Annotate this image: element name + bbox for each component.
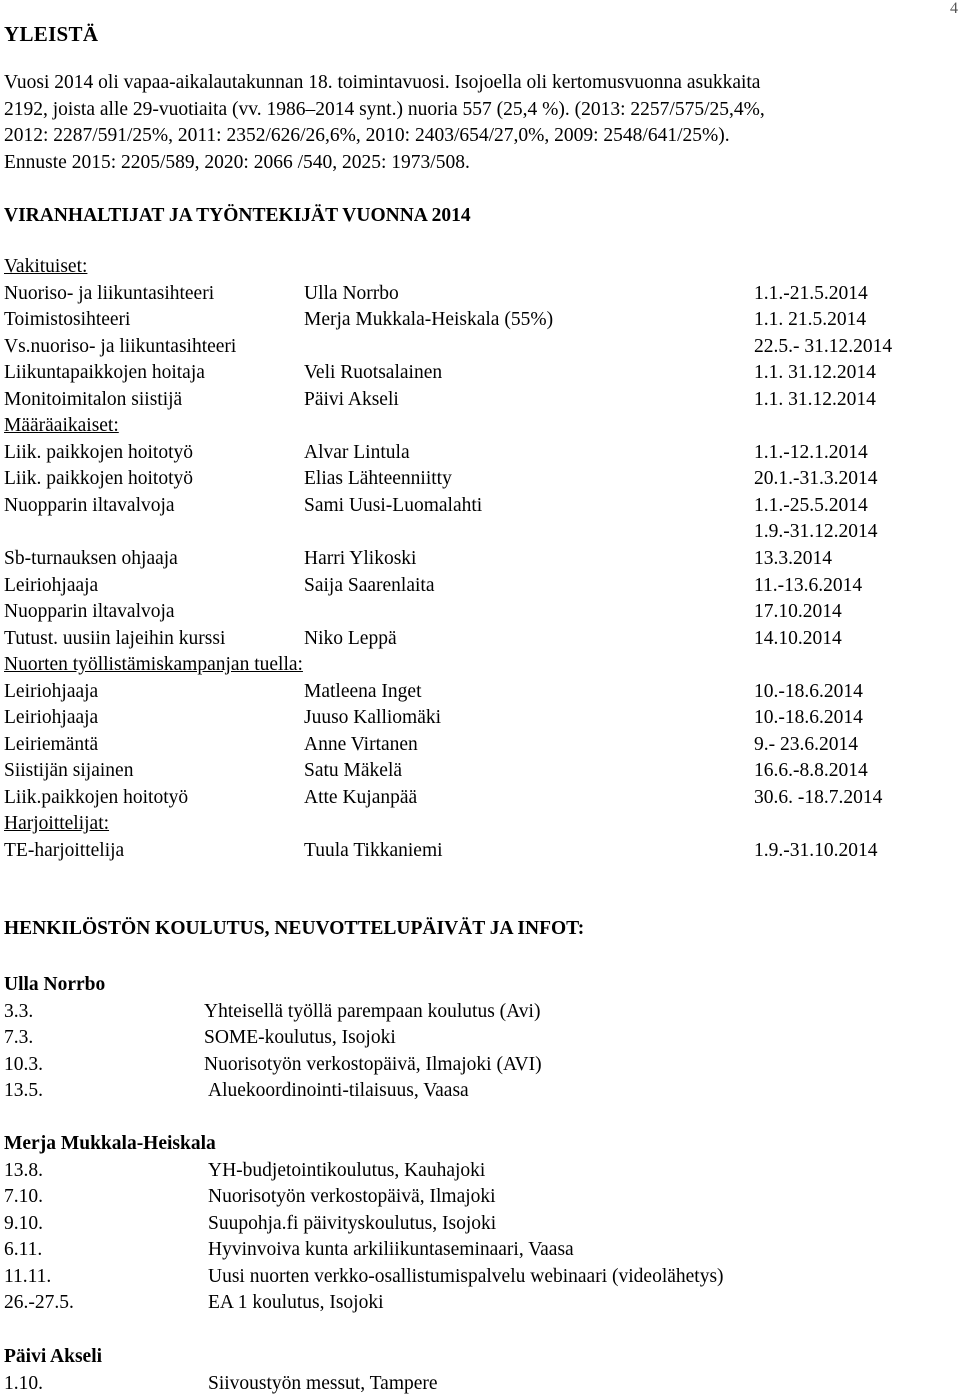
staff-name: Tuula Tikkaniemi	[304, 838, 443, 865]
table-row	[0, 519, 960, 546]
staff-name: Ulla Norrbo	[304, 281, 399, 308]
staff-date: 1.9.-31.10.2014	[754, 838, 878, 865]
staff-role: Harjoittelijat:	[4, 811, 109, 838]
list-item	[0, 1237, 960, 1264]
intro-line: Vuosi 2014 oli vapaa-aikalautakunnan 18. toimintavuosi. Isojoella oli kertomusvuonna asukkaita	[4, 70, 904, 97]
training-person-name: Ulla Norrbo	[4, 972, 105, 999]
table-row	[0, 387, 960, 414]
staff-role: Määräaikaiset:	[4, 413, 119, 440]
event-text: EA 1 koulutus, Isojoki	[208, 1290, 384, 1317]
staff-name: Saija Saarenlaita	[304, 573, 434, 600]
staff-date: 20.1.-31.3.2014	[754, 466, 878, 493]
staff-date: 17.10.2014	[754, 599, 842, 626]
staff-date: 10.-18.6.2014	[754, 705, 863, 732]
training-person-name: Päivi Akseli	[4, 1344, 102, 1371]
staff-subheading	[0, 254, 960, 281]
staff-role: Leiriohjaaja	[4, 573, 98, 600]
staff-heading: VIRANHALTIJAT JA TYÖNTEKIJÄT VUONNA 2014	[4, 205, 471, 227]
table-row	[0, 679, 960, 706]
staff-name: Atte Kujanpää	[304, 785, 417, 812]
event-date: 13.8.	[4, 1158, 43, 1185]
staff-role: Vakituiset:	[4, 254, 87, 281]
staff-role: TE-harjoittelija	[4, 838, 124, 865]
staff-date: 1.1. 31.12.2014	[754, 360, 876, 387]
event-text: Aluekoordinointi-tilaisuus, Vaasa	[208, 1078, 469, 1105]
table-row	[0, 281, 960, 308]
list-item	[0, 1184, 960, 1211]
staff-date: 14.10.2014	[754, 626, 842, 653]
staff-role: Nuopparin iltavalvoja	[4, 599, 175, 626]
event-date: 10.3.	[4, 1052, 43, 1079]
staff-role: Leiriemäntä	[4, 732, 98, 759]
event-text: Nuorisotyön verkostopäivä, Ilmajoki (AVI)	[204, 1052, 542, 1079]
list-item	[0, 1290, 960, 1317]
staff-date: 1.1. 21.5.2014	[754, 307, 866, 334]
event-text: Suupohja.fi päivityskoulutus, Isojoki	[208, 1211, 496, 1238]
list-item	[0, 1025, 960, 1052]
table-row	[0, 307, 960, 334]
table-row	[0, 334, 960, 361]
staff-date: 13.3.2014	[754, 546, 832, 573]
list-item	[0, 1158, 960, 1185]
staff-role: Liik. paikkojen hoitotyö	[4, 440, 193, 467]
staff-date: 30.6. -18.7.2014	[754, 785, 882, 812]
table-row	[0, 466, 960, 493]
staff-subheading	[0, 413, 960, 440]
table-row	[0, 758, 960, 785]
staff-role: Liikuntapaikkojen hoitaja	[4, 360, 205, 387]
staff-name: Merja Mukkala-Heiskala (55%)	[304, 307, 553, 334]
table-row	[0, 440, 960, 467]
table-row	[0, 546, 960, 573]
page-number: 4	[950, 0, 958, 18]
list-item	[0, 1264, 960, 1291]
staff-name: Harri Ylikoski	[304, 546, 416, 573]
staff-name: Elias Lähteenniitty	[304, 466, 452, 493]
event-date: 3.3.	[4, 999, 33, 1026]
staff-subheading	[0, 652, 960, 679]
intro-paragraph	[4, 70, 904, 176]
staff-date: 10.-18.6.2014	[754, 679, 863, 706]
staff-date: 11.-13.6.2014	[754, 573, 862, 600]
staff-date: 22.5.- 31.12.2014	[754, 334, 892, 361]
table-row	[0, 732, 960, 759]
training-heading: HENKILÖSTÖN KOULUTUS, NEUVOTTELUPÄIVÄT JA INFOT:	[4, 918, 584, 940]
event-text: Uusi nuorten verkko-osallistumispalvelu webinaari (videolähetys)	[208, 1264, 724, 1291]
staff-role: Monitoimitalon siistijä	[4, 387, 182, 414]
staff-role: Tutust. uusiin lajeihin kurssi	[4, 626, 225, 653]
staff-name: Niko Leppä	[304, 626, 397, 653]
staff-role: Nuoriso- ja liikuntasihteeri	[4, 281, 214, 308]
staff-role: Liik.paikkojen hoitotyö	[4, 785, 188, 812]
staff-date: 16.6.-8.8.2014	[754, 758, 868, 785]
table-row	[0, 838, 960, 865]
table-row	[0, 626, 960, 653]
staff-name: Satu Mäkelä	[304, 758, 402, 785]
training-person-name: Merja Mukkala-Heiskala	[4, 1131, 216, 1158]
event-date: 9.10.	[4, 1211, 43, 1238]
event-text: Siivoustyön messut, Tampere	[208, 1371, 438, 1397]
staff-role: Leiriohjaaja	[4, 679, 98, 706]
event-date: 11.11.	[4, 1264, 51, 1291]
staff-date: 9.- 23.6.2014	[754, 732, 858, 759]
event-text: Hyvinvoiva kunta arkiliikuntaseminaari, Vaasa	[208, 1237, 574, 1264]
list-item	[0, 1371, 960, 1397]
staff-role: Vs.nuoriso- ja liikuntasihteeri	[4, 334, 236, 361]
intro-line: 2012: 2287/591/25%, 2011: 2352/626/26,6%, 2010: 2403/654/27,0%, 2009: 2548/641/25%).	[4, 123, 904, 150]
staff-name: Sami Uusi-Luomalahti	[304, 493, 482, 520]
intro-line: Ennuste 2015: 2205/589, 2020: 2066 /540, 2025: 1973/508.	[4, 150, 904, 177]
table-row	[0, 599, 960, 626]
intro-line: 2192, joista alle 29-vuotiaita (vv. 1986–2014 synt.) nuoria 557 (25,4 %). (2013: 2257/575/25,4%,	[4, 97, 904, 124]
staff-name: Anne Virtanen	[304, 732, 418, 759]
event-date: 7.3.	[4, 1025, 33, 1052]
event-text: YH-budjetointikoulutus, Kauhajoki	[208, 1158, 485, 1185]
staff-role: Liik. paikkojen hoitotyö	[4, 466, 193, 493]
list-item	[0, 1078, 960, 1105]
table-row	[0, 360, 960, 387]
staff-role: Sb-turnauksen ohjaaja	[4, 546, 178, 573]
table-row	[0, 785, 960, 812]
staff-name: Matleena Inget	[304, 679, 422, 706]
staff-date: 1.1.-25.5.2014	[754, 493, 868, 520]
staff-subheading	[0, 811, 960, 838]
staff-name: Juuso Kalliomäki	[304, 705, 441, 732]
staff-role: Nuopparin iltavalvoja	[4, 493, 175, 520]
staff-role: Leiriohjaaja	[4, 705, 98, 732]
table-row	[0, 493, 960, 520]
staff-date: 1.1.-21.5.2014	[754, 281, 868, 308]
event-text: SOME-koulutus, Isojoki	[204, 1025, 396, 1052]
table-row	[0, 573, 960, 600]
staff-role: Nuorten työllistämiskampanjan tuella:	[4, 652, 303, 679]
event-date: 26.-27.5.	[4, 1290, 74, 1317]
event-text: Yhteisellä työllä parempaan koulutus (Avi)	[204, 999, 540, 1026]
staff-name: Veli Ruotsalainen	[304, 360, 442, 387]
event-text: Nuorisotyön verkostopäivä, Ilmajoki	[208, 1184, 496, 1211]
staff-date: 1.1. 31.12.2014	[754, 387, 876, 414]
list-item	[0, 1211, 960, 1238]
event-date: 1.10.	[4, 1371, 43, 1397]
event-date: 13.5.	[4, 1078, 43, 1105]
section-title: YLEISTÄ	[4, 22, 98, 47]
staff-name: Päivi Akseli	[304, 387, 399, 414]
staff-table	[0, 254, 960, 865]
staff-role: Toimistosihteeri	[4, 307, 130, 334]
staff-role: Siistijän sijainen	[4, 758, 133, 785]
staff-date: 1.9.-31.12.2014	[754, 519, 878, 546]
staff-name: Alvar Lintula	[304, 440, 410, 467]
list-item	[0, 999, 960, 1026]
event-date: 6.11.	[4, 1237, 42, 1264]
list-item	[0, 1052, 960, 1079]
table-row	[0, 705, 960, 732]
event-date: 7.10.	[4, 1184, 43, 1211]
staff-date: 1.1.-12.1.2014	[754, 440, 868, 467]
